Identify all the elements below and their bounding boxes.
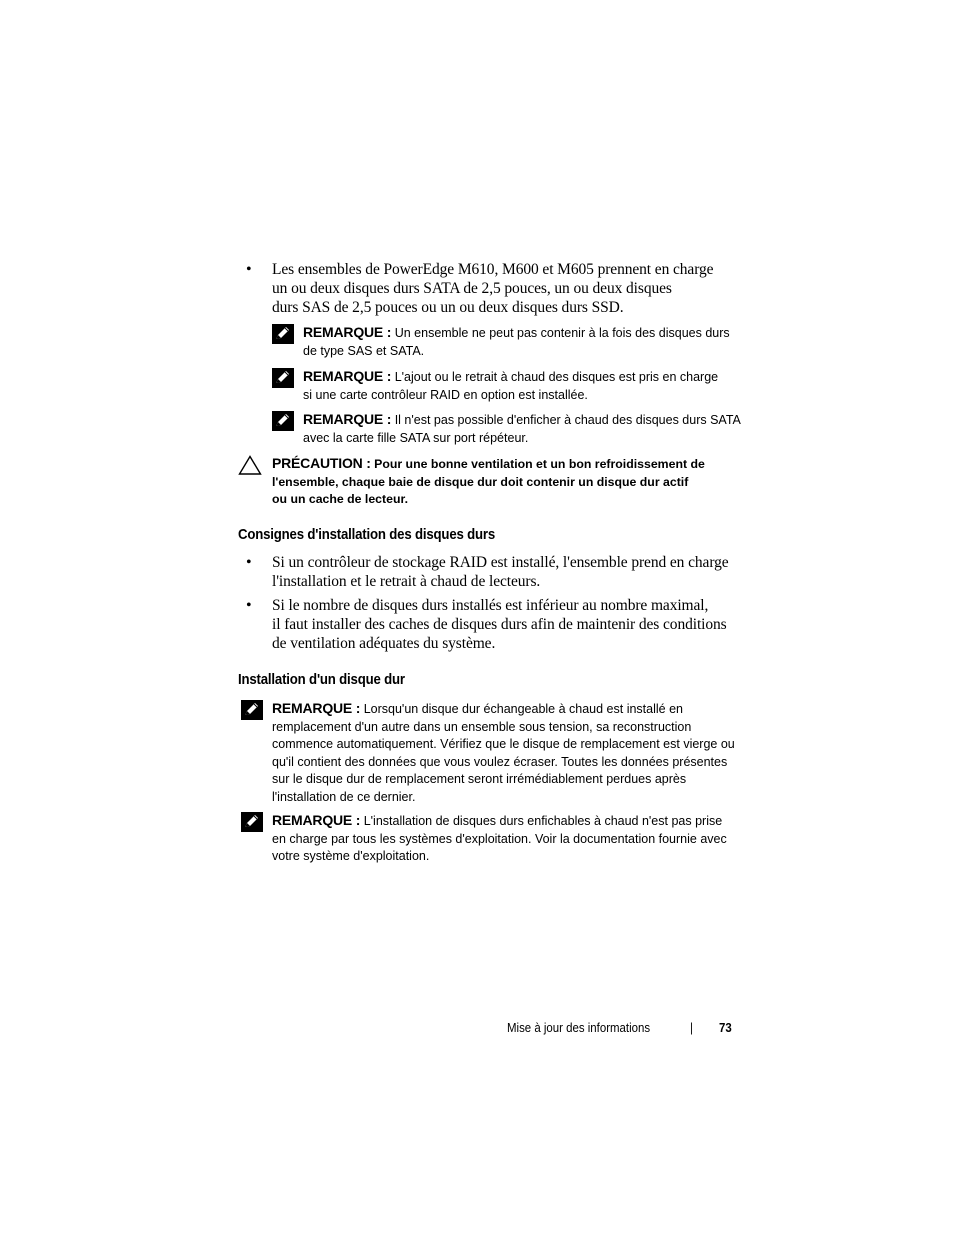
- note-text: [303, 411, 741, 447]
- section-heading: Consignes d'installation des disques durs: [238, 526, 496, 543]
- note-label: REMARQUE :: [303, 324, 392, 340]
- pencil-note-icon: [241, 700, 263, 720]
- caution-label: PRÉCAUTION :: [272, 455, 371, 471]
- text-line: avec la carte fille SATA sur port répéteur.: [303, 430, 529, 445]
- text-line: durs SAS de 2,5 pouces ou un ou deux disques durs SSD.: [272, 299, 624, 316]
- text-line: [303, 324, 730, 343]
- note-label: REMARQUE :: [303, 368, 392, 384]
- text-line: Les ensembles de PowerEdge M610, M600 et M605 prennent en charge: [272, 261, 714, 278]
- caution-line: Pour une bonne ventilation et un bon refroidissement de: [370, 457, 705, 471]
- pencil-note-icon: [272, 368, 294, 388]
- text-line: sur le disque dur de remplacement seront irrémédiablement perdues après: [272, 772, 687, 786]
- warning-triangle-icon: [238, 455, 262, 475]
- note-label: REMARQUE :: [272, 700, 361, 716]
- text-line: [303, 411, 741, 430]
- text-line: commence automatiquement. Vérifiez que le disque de remplacement est vierge ou: [272, 737, 735, 751]
- note-label: REMARQUE :: [272, 812, 361, 828]
- text-line: de ventilation adéquates du système.: [272, 635, 496, 652]
- note-line: Il n'est pas possible d'enficher à chaud des disques durs SATA: [391, 413, 741, 427]
- text-line: qu'il contient des données que vous voulez écraser. Toutes les données présentes: [272, 754, 728, 769]
- section-heading: Installation d'un disque dur: [238, 671, 405, 688]
- note-text: [303, 368, 718, 404]
- text-line: si une carte contrôleur RAID en option est installée.: [303, 387, 588, 402]
- pencil-note-icon: [272, 324, 294, 344]
- footer-separator: |: [690, 1020, 693, 1035]
- bullet-marker: •: [246, 554, 252, 571]
- text-line: en charge par tous les systèmes d'exploitation. Voir la documentation fournie avec: [272, 831, 727, 846]
- bullet-marker: •: [246, 597, 252, 614]
- text-line: Si un contrôleur de stockage RAID est installé, l'ensemble prend en charge: [272, 554, 729, 571]
- bullet-text: [272, 260, 742, 317]
- text-line: l'installation et le retrait à chaud de lecteurs.: [272, 573, 541, 590]
- bullet-marker: •: [246, 261, 252, 278]
- note-text: [303, 324, 730, 360]
- text-line: remplacement d'un autre dans un ensemble sous tension, sa reconstruction: [272, 719, 692, 734]
- text-line: [303, 368, 718, 387]
- text-line: Si le nombre de disques durs installés est inférieur au nombre maximal,: [272, 597, 709, 614]
- text-line: [272, 455, 705, 474]
- note-line: Lorsqu'un disque dur échangeable à chaud est installé en: [360, 702, 683, 716]
- text-line: de type SAS et SATA.: [303, 343, 425, 358]
- pencil-note-icon: [241, 812, 263, 832]
- bullet-text: [272, 553, 742, 591]
- text-line: l'ensemble, chaque baie de disque dur doit contenir un disque dur actif: [272, 474, 689, 489]
- text-line: l'installation de ce dernier.: [272, 789, 416, 804]
- note-line: Un ensemble ne peut pas contenir à la fois des disques durs: [391, 326, 730, 340]
- pencil-note-icon: [272, 411, 294, 431]
- text-line: [272, 700, 735, 719]
- note-line: L'installation de disques durs enfichables à chaud n'est pas prise: [360, 814, 723, 828]
- text-line: votre système d'exploitation.: [272, 849, 430, 863]
- caution-text: [272, 455, 705, 509]
- note-text: [272, 812, 727, 866]
- bullet-text: [272, 596, 742, 653]
- note-label: REMARQUE :: [303, 411, 392, 427]
- text-line: [272, 812, 727, 831]
- note-line: L'ajout ou le retrait à chaud des disques est pris en charge: [391, 370, 719, 384]
- text-line: il faut installer des caches de disques durs afin de maintenir des conditions: [272, 616, 727, 633]
- text-line: un ou deux disques durs SATA de 2,5 pouces, un ou deux disques: [272, 280, 672, 297]
- note-text: [272, 700, 735, 806]
- text-line: ou un cache de lecteur.: [272, 492, 408, 506]
- page-number: 73: [719, 1020, 732, 1035]
- footer-section-title: Mise à jour des informations: [507, 1020, 651, 1035]
